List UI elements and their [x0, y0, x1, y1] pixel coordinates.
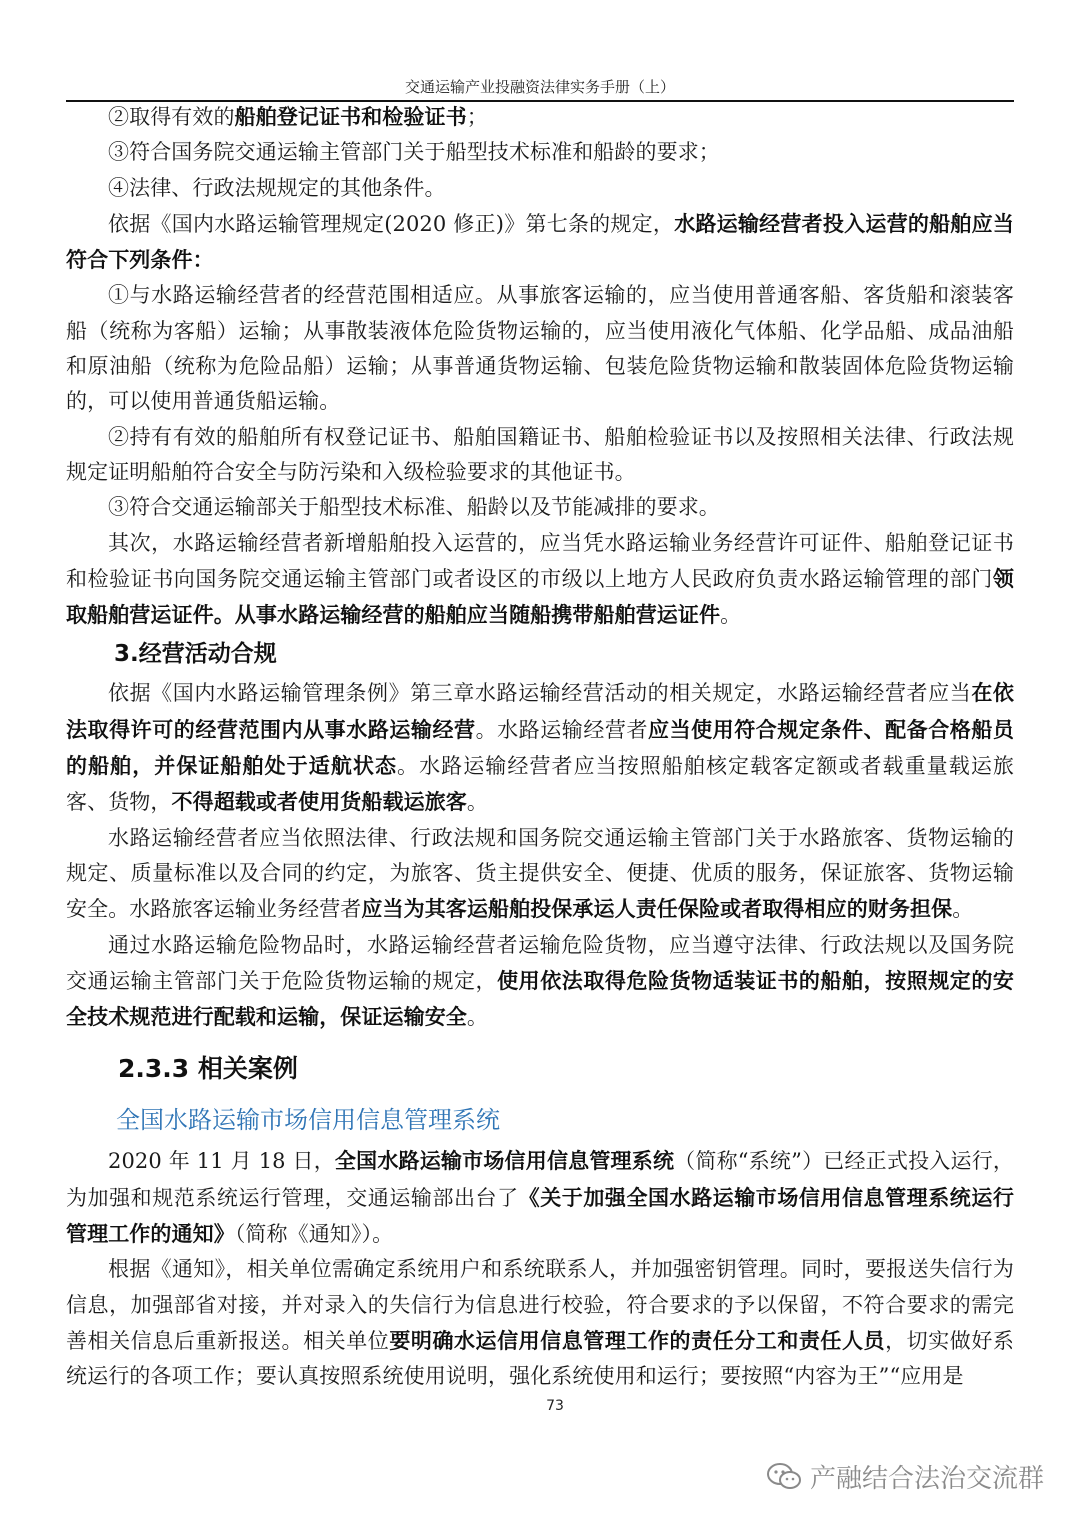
paragraph: ②持有有效的船舶所有权登记证书、船舶国籍证书、船舶检验证书以及按照相关法律、行政法规规定证明船舶符合安全与防污染和入级检验要求的其他证书。	[66, 424, 1014, 484]
watermark	[766, 1458, 1044, 1495]
paragraph: 通过水路运输危险物品时，水路运输经营者运输危险货物，应当遵守法律、行政法规以及国务院交通运输主管部门关于危险货物运输的规定，使用依法取得危险货物适装证书的船舶，按照规定的安全技术规范进行配载和运输，保证运输安全。	[66, 932, 1015, 1030]
paragraph: ③符合交通运输部关于船型技术标准、船龄以及节能减排的要求。	[108, 495, 720, 520]
paragraph: 根据《通知》，相关单位需确定系统用户和系统联系人，并加强密钥管理。同时，要报送失信行为信息，加强部省对接，并对录入的失信行为信息进行校验，符合要求的予以保留，不符合要求的需完善相关信息后重新报送。相关单位要明确水运信用信息管理工作的责任分工和责任人员，切实做好系统运行的各项工作；要认真按照系统使用说明，强化系统使用和运行；要按照“内容为王”“应用是	[66, 1257, 1014, 1389]
paragraph: 依据《国内水路运输管理规定(2020 修正)》第七条的规定，水路运输经营者投入运营的船舶应当符合下列条件：	[66, 210, 1014, 273]
paragraph: ①与水路运输经营者的经营范围相适应。从事旅客运输的，应当使用普通客船、客货船和滚装客船（统称为客船）运输；从事散装液体危险货物运输的，应当使用液化气体船、化学品船、成品油船和原油船（统称为危险品船）运输；从事普通货物运输、包装危险货物运输和散装固体危险货物运输的，可以使用普通货船运输。	[66, 283, 1014, 414]
watermark-text: 产融结合法治交流群	[809, 1464, 1044, 1494]
paragraph: ③符合国务院交通运输主管部门关于船型技术标准和船龄的要求；	[108, 140, 720, 165]
section-heading-operations: 3.经营活动合规	[114, 641, 277, 668]
case-title: 全国水路运输市场信用信息管理系统	[116, 1106, 500, 1135]
paragraph: 水路运输经营者应当依照法律、行政法规和国务院交通运输主管部门关于水路旅客、货物运输的规定、质量标准以及合同的约定，为旅客、货主提供安全、便捷、优质的服务，保证旅客、货物运输安全。水路旅客运输业务经营者应当为其客运船舶投保承运人责任保险或者取得相应的财务担保。	[66, 825, 1014, 922]
paragraph: 依据《国内水路运输管理条例》第三章水路运输经营活动的相关规定，水路运输经营者应当在依法取得许可的经营范围内从事水路运输经营。水路运输经营者应当使用符合规定条件、配备合格船员的船舶，并保证船舶处于适航状态。水路运输经营者应当按照船舶核定载客定额或者载重量载运旅客、货物，不得超载或者使用货船载运旅客。	[66, 680, 1014, 815]
wechat-icon	[766, 1462, 802, 1492]
paragraph: 2020 年 11 月 18 日，全国水路运输市场信用信息管理系统（简称“系统”）已经正式投入运行，为加强和规范系统运行管理，交通运输部出台了《关于加强全国水路运输市场信用信息管理系统运行管理工作的通知》（简称《通知》）。	[66, 1148, 1015, 1247]
paragraph: 其次，水路运输经营者新增船舶投入运营的，应当凭水路运输业务经营许可证件、船舶登记证书和检验证书向国务院交通运输主管部门或者设区的市级以上地方人民政府负责水路运输管理的部门领取船舶营运证件。从事水路运输经营的船舶应当随船携带船舶营运证件。	[66, 530, 1014, 628]
section-heading-cases: 2.3.3 相关案例	[118, 1054, 298, 1084]
paragraph: ②取得有效的船舶登记证书和检验证书；	[108, 104, 488, 129]
paragraph: ④法律、行政法规规定的其他条件。	[108, 175, 446, 200]
running-header: 交通运输产业投融资法律实务手册（上）	[404, 78, 675, 96]
document-body	[66, 99, 1014, 1395]
page-number: 73	[546, 1398, 564, 1414]
